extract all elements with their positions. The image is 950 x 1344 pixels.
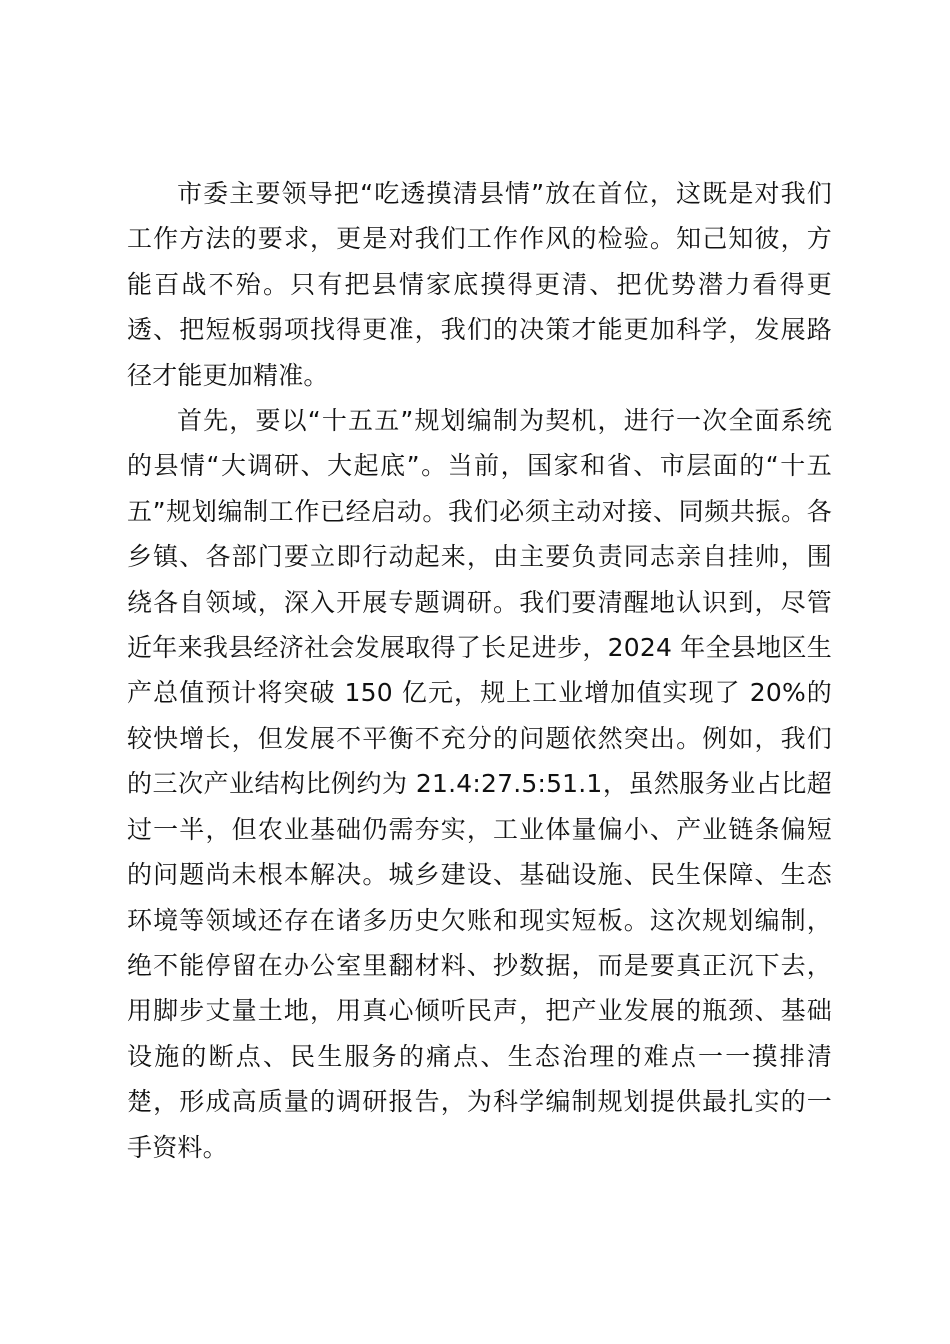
document-body [127, 171, 832, 1170]
paragraph-county-situation: 市委主要领导把“吃透摸清县情”放在首位，这既是对我们工作方法的要求，更是对我们工作作风的检验。知己知彼，方能百战不殆。只有把县情家底摸得更清、把优势潜力看得更透、把短板弱项找得更准，我们的决策才能更加科学，发展路径才能更加精准。 [127, 179, 832, 390]
paragraph-planning-research: 首先，要以“十五五”规划编制为契机，进行一次全面系统的县情“大调研、大起底”。当前，国家和省、市层面的“十五五”规划编制工作已经启动。我们必须主动对接、同频共振。各乡镇、各部门要立即行动起来，由主要负责同志亲自挂帅，围绕各自领域，深入开展专题调研。我们要清醒地认识到，尽管近年来我县经济社会发展取得了长足进步，2024 年全县地区生产总值预计将突破 150 亿元，规上工业增加值实现了 20%的较快增长，但发展不平衡不充分的问题依然突出。例如，我们的三次产业结构比例约为 21.4:27.5:51.1，虽然服务业占比超过一半，但农业基础仍需夯实，工业体量偏小、产业链条偏短的问题尚未根本解决。城乡建设、基础设施、民生保障、生态环境等领域还存在诸多历史欠账和现实短板。这次规划编制，绝不能停留在办公室里翻材料、抄数据，而是要真正沉下去，用脚步丈量土地，用真心倾听民声，把产业发展的瓶颈、基础设施的断点、民生服务的痛点、生态治理的难点一一摸排清楚，形成高质量的调研报告，为科学编制规划提供最扎实的一手资料。 [127, 406, 832, 1162]
